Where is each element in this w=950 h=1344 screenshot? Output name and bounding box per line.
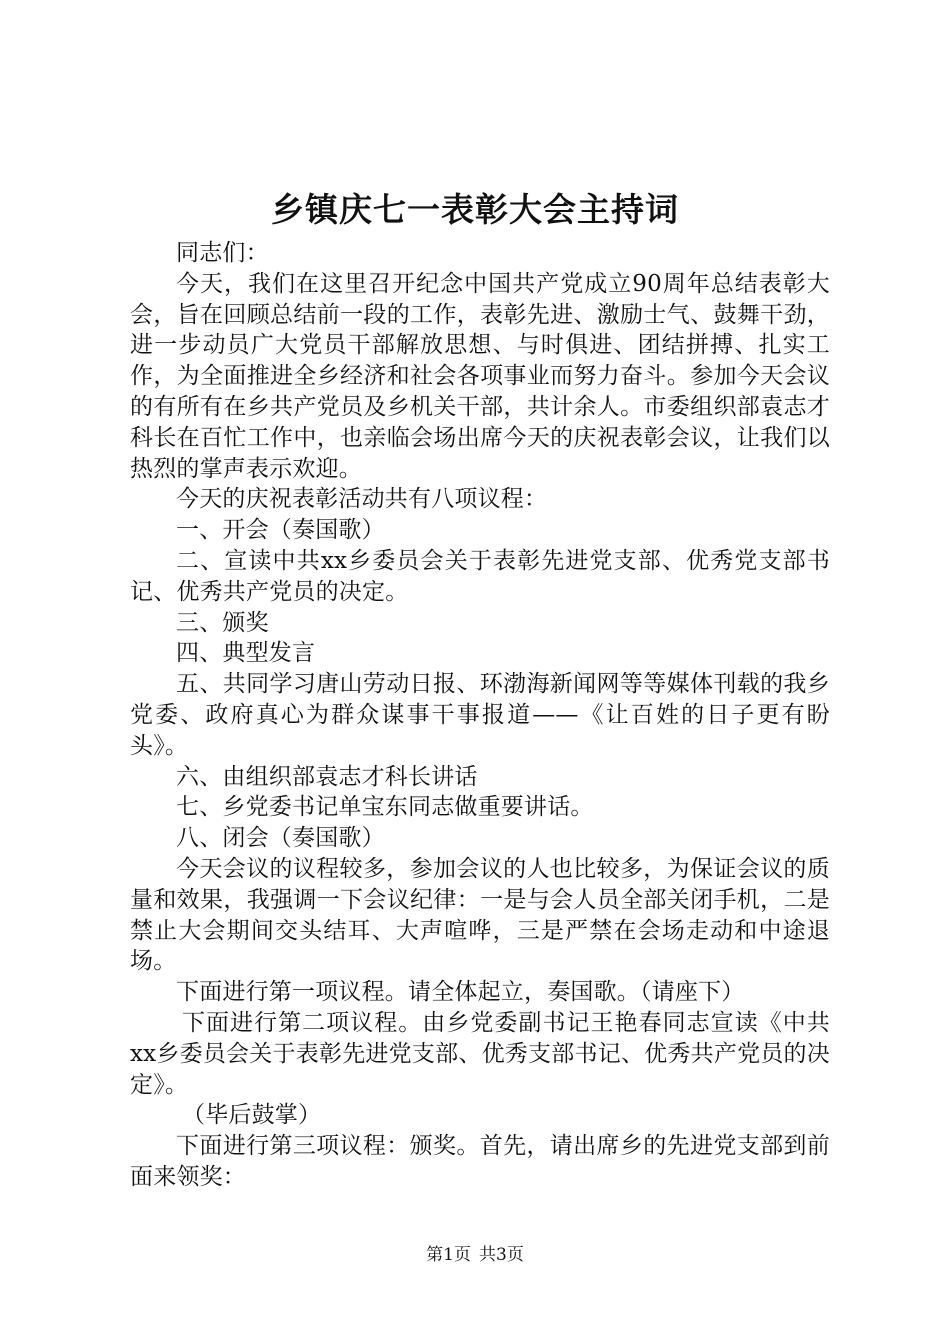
document-title: 乡镇庆七一表彰大会主持词: [271, 190, 679, 229]
agenda-step-2: 下面进行第二项议程。由乡党委副书记王艳春同志宣读《中共xx乡委员会关于表彰先进党支部、优秀支部书记、优秀共产党员的决定》。: [130, 1009, 830, 1098]
agenda-step-3: 下面进行第三项议程：颁奖。首先，请出席乡的先进党支部到前面来领奖：: [130, 1133, 830, 1190]
agenda-item-8: 八、闭会（奏国歌）: [176, 825, 385, 852]
agenda-item-3: 三、颁奖: [176, 609, 269, 636]
agenda-intro: 今天的庆祝表彰活动共有八项议程：: [176, 486, 548, 513]
opening-paragraph: 今天，我们在这里召开纪念中国共产党成立90周年总结表彰大会，旨在回顾总结前一段的工作，表彰先进、激励士气、鼓舞干劲，进一步动员广大党员干部解放思想、与时俱进、团结拼搏、扎实工作，为全面推进全乡经济和社会各项事业而努力奋斗。参加今天会议的有所有在乡共产党员及乡机关干部，共计余人。市委组织部袁志才科长在百忙工作中，也亲临会场出席今天的庆祝表彰会议，让我们以热烈的掌声表示欢迎。: [130, 270, 830, 482]
page-number: 第1页: [426, 1245, 471, 1265]
agenda-item-5: 五、共同学习唐山劳动日报、环渤海新闻网等等媒体刊载的我乡党委、政府真心为群众谋事干事报道——《让百姓的日子更有盼头》。: [130, 671, 830, 759]
agenda-step-1: 下面进行第一项议程。请全体起立，奏国歌。（请座下）: [176, 979, 745, 1006]
agenda-item-4: 四、典型发言: [176, 640, 316, 667]
document-body: [130, 238, 830, 1193]
agenda-item-7: 七、乡党委书记单宝东同志做重要讲话。: [176, 794, 594, 821]
page-total: 共3页: [479, 1245, 524, 1265]
agenda-item-2: 二、宣读中共xx乡委员会关于表彰先进党支部、优秀党支部书记、优秀共产党员的决定。: [130, 547, 830, 605]
applause-note: （毕后鼓掌）: [182, 1102, 322, 1129]
page-footer: [0, 1243, 950, 1267]
agenda-item-1: 一、开会（奏国歌）: [176, 517, 385, 544]
discipline-paragraph: 今天会议的议程较多，参加会议的人也比较多，为保证会议的质量和效果，我强调一下会议纪律：一是与会人员全部关闭手机，二是禁止大会期间交头结耳、大声喧哗，三是严禁在会场走动和中途退场。: [130, 855, 830, 975]
salutation: 同志们：: [176, 240, 269, 266]
agenda-item-6: 六、由组织部袁志才科长讲话: [176, 763, 478, 790]
